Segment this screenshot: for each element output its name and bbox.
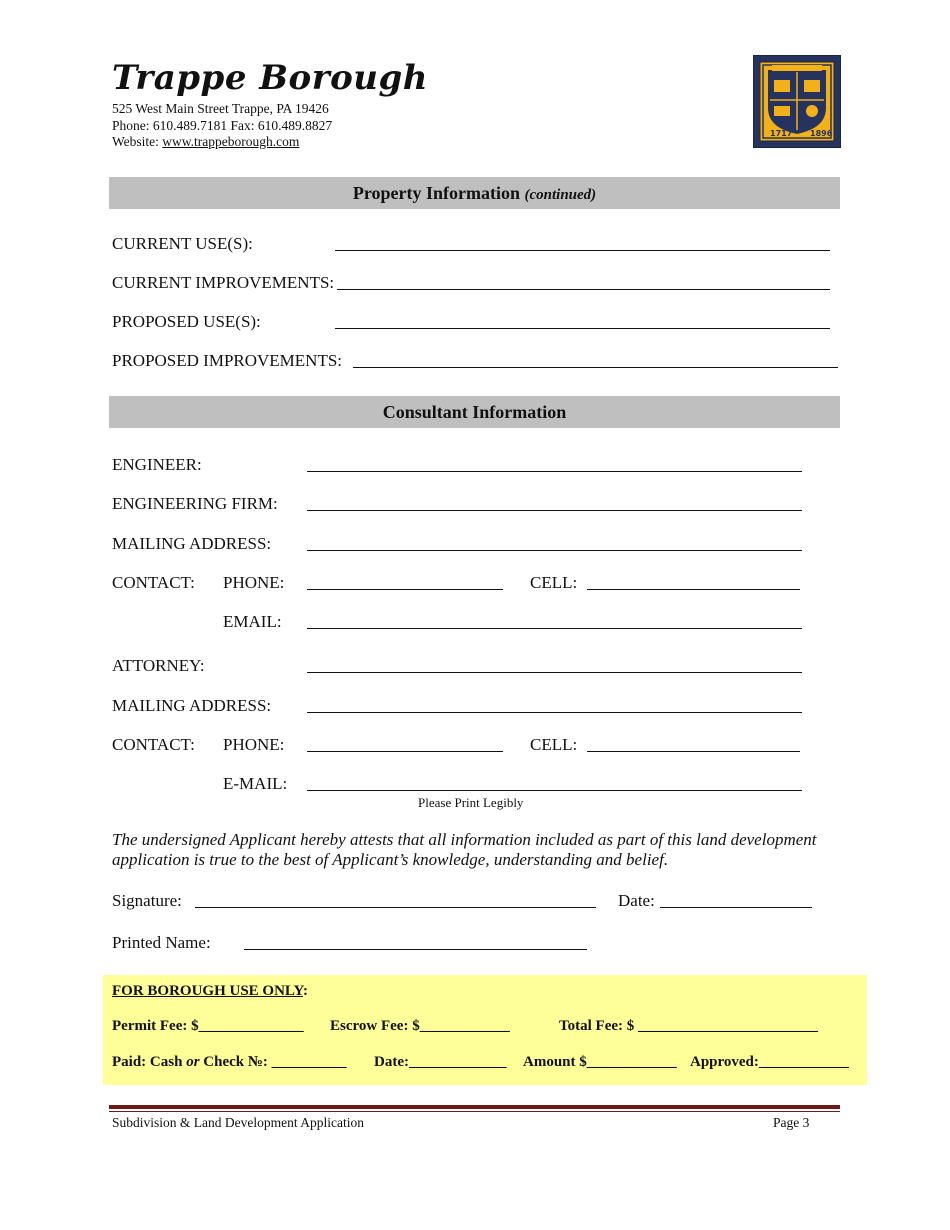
footer-rule-thin (109, 1111, 840, 1112)
footer-rule-thick (109, 1105, 840, 1109)
proposed-improvements-label: PROPOSED IMPROVEMENTS: (112, 351, 343, 370)
engineer-phone-label: PHONE: (223, 573, 285, 592)
seal-year-right: 1896 (810, 129, 833, 138)
consultant-info-banner (109, 396, 840, 428)
proposed-improvements-field[interactable] (353, 367, 838, 368)
attorney-mailing-address-field[interactable] (307, 712, 802, 713)
attorney-label: ATTORNEY: (112, 656, 205, 675)
attorney-contact-label: CONTACT: (112, 735, 195, 754)
print-legibly-note: Please Print Legibly (418, 795, 524, 810)
current-uses-field[interactable] (335, 250, 830, 251)
signature-field[interactable] (195, 907, 596, 908)
current-uses-label: CURRENT USE(S): (112, 234, 253, 253)
proposed-uses-label: PROPOSED USE(S): (112, 312, 261, 331)
proposed-uses-field[interactable] (335, 328, 830, 329)
website-line (112, 134, 299, 150)
attorney-cell-field[interactable] (587, 751, 800, 752)
attorney-phone-label: PHONE: (223, 735, 285, 754)
or-label: or (186, 1054, 200, 1070)
current-improvements-field[interactable] (337, 289, 830, 290)
check-number-label: Check №: __________ (199, 1054, 347, 1070)
property-info-suffix: (continued) (524, 187, 597, 203)
printed-name-label: Printed Name: (112, 933, 211, 952)
borough-date-field[interactable]: Date:_____________ (374, 1054, 507, 1070)
engineer-cell-field[interactable] (587, 589, 800, 590)
paid-cash-label: Paid: Cash (112, 1054, 187, 1070)
engineer-mailing-address-field[interactable] (307, 550, 802, 551)
engineer-phone-field[interactable] (307, 589, 503, 590)
signature-date-label: Date: (618, 891, 655, 910)
printed-name-field[interactable] (244, 949, 587, 950)
escrow-fee-field[interactable]: Escrow Fee: $____________ (330, 1018, 510, 1034)
attorney-email-field[interactable] (307, 790, 802, 791)
website-label: Website: (112, 134, 163, 149)
borough-title: Trappe Borough (112, 58, 429, 98)
amount-field[interactable]: Amount $____________ (523, 1054, 677, 1070)
attorney-email-label: E-MAIL: (223, 774, 288, 793)
property-info-title: Property Information (352, 183, 525, 203)
engineer-contact-label: CONTACT: (112, 573, 195, 592)
attorney-mailing-address-label: MAILING ADDRESS: (112, 696, 272, 715)
attorney-cell-label: CELL: (530, 735, 578, 754)
paid-check-field[interactable] (112, 1054, 347, 1071)
attorney-field[interactable] (307, 672, 802, 673)
current-improvements-label: CURRENT IMPROVEMENTS: (112, 273, 335, 292)
property-info-banner (109, 177, 840, 209)
engineering-firm-label: ENGINEERING FIRM: (112, 494, 278, 513)
signature-label: Signature: (112, 891, 182, 910)
engineer-email-field[interactable] (307, 628, 802, 629)
seal-icon (754, 56, 840, 147)
phone-fax-line: Phone: 610.489.7181 Fax: 610.489.8827 (112, 118, 333, 133)
consultant-info-title: Consultant Information (382, 402, 567, 422)
attestation-text: The undersigned Applicant hereby attests that all information included as part of this land development application is true to the best of Applicant’s knowledge, understanding and belief. (112, 830, 817, 869)
website-link[interactable]: www.trappeborough.com (162, 134, 300, 149)
borough-use-heading-text: FOR BOROUGH USE ONLY (112, 983, 304, 999)
borough-seal-logo (753, 55, 841, 148)
engineer-cell-label: CELL: (530, 573, 578, 592)
engineer-email-label: EMAIL: (223, 612, 282, 631)
seal-year-left: 1717 (770, 129, 793, 138)
engineer-label: ENGINEER: (112, 455, 202, 474)
address-line: 525 West Main Street Trappe, PA 19426 (112, 101, 329, 116)
borough-use-heading (112, 983, 308, 1000)
signature-date-field[interactable] (660, 907, 812, 908)
engineer-mailing-address-label: MAILING ADDRESS: (112, 534, 272, 553)
approved-field[interactable]: Approved:____________ (690, 1054, 849, 1070)
engineer-field[interactable] (307, 471, 802, 472)
attorney-phone-field[interactable] (307, 751, 503, 752)
footer-page-number: Page 3 (773, 1115, 810, 1130)
footer-document-title: Subdivision & Land Development Application (112, 1115, 364, 1130)
engineering-firm-field[interactable] (307, 510, 802, 511)
total-fee-field[interactable]: Total Fee: $ ________________________ (559, 1018, 819, 1034)
permit-fee-field[interactable]: Permit Fee: $______________ (112, 1018, 304, 1034)
borough-use-heading-colon: : (303, 983, 309, 999)
